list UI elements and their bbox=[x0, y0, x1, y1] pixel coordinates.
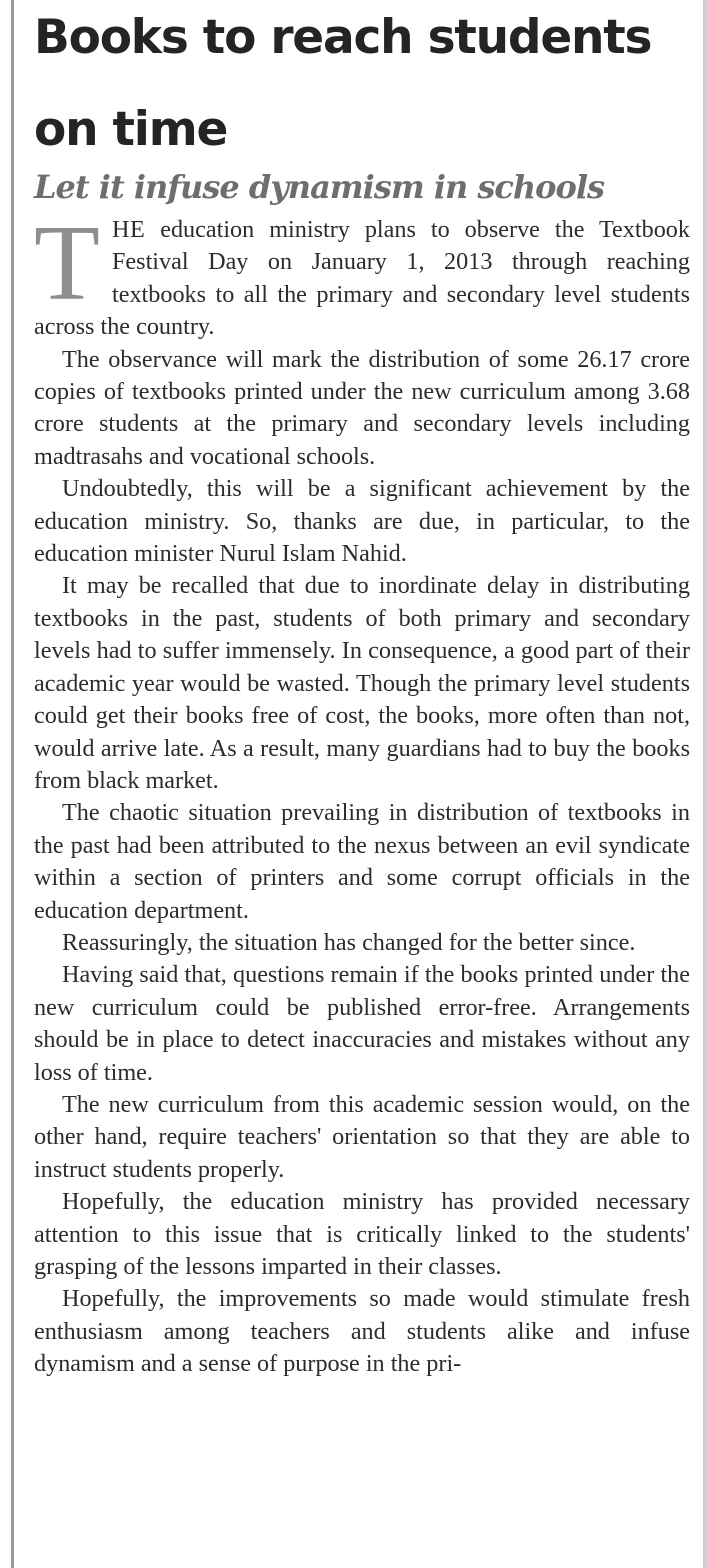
paragraph-5: The chaotic situation prevailing in distribution of textbooks in the past had been attributed to the nexus between an evil syndicate within a section of printers and some corrupt officials in the education department. bbox=[34, 799, 690, 924]
right-page-edge bbox=[703, 0, 707, 1568]
article-body bbox=[34, 204, 690, 1381]
paragraph-4: It may be recalled that due to inordinate delay in distributing textbooks in the past, students of both primary and secondary levels had to suffer immensely. In consequence, a good part of their academic year would be wasted. Though the primary level students could get their books free of cost, the books, more often than not, would arrive late. As a result, many guardians had to buy the books from black market. bbox=[34, 572, 690, 794]
paragraph-1-text: education ministry plans to observe the Textbook Festival Day on January 1, 2013 through reaching textbooks to all the primary and secondary level students across the country. bbox=[34, 216, 690, 341]
article bbox=[34, 0, 690, 1381]
paragraph-10: Hopefully, the improvements so made would stimulate fresh enthusiasm among teachers and students alike and infuse dynamism and a sense of purpose in the pri- bbox=[34, 1285, 690, 1378]
headline: Books to reach students on time bbox=[34, 10, 652, 157]
drop-cap: T bbox=[34, 204, 100, 323]
paragraph-1 bbox=[34, 204, 690, 344]
paragraph-6: Reassuringly, the situation has changed for the better since. bbox=[62, 928, 636, 956]
left-column-rule bbox=[11, 0, 14, 1568]
paragraph-2: The observance will mark the distribution of some 26.17 crore copies of textbooks printed under the new curriculum among 3.68 crore students at the primary and secondary levels including madtrasahs and vocational schools. bbox=[34, 345, 690, 470]
paragraph-9: Hopefully, the education ministry has provided necessary attention to this issue that is critically linked to the students' grasping of the lessons imparted in their classes. bbox=[34, 1188, 690, 1280]
paragraph-3: Undoubtedly, this will be a significant achievement by the education ministry. So, thanks are due, in particular, to the education minister Nurul Islam Nahid. bbox=[34, 475, 690, 568]
subheadline: Let it infuse dynamism in schools bbox=[34, 168, 605, 206]
lead-in: HE bbox=[111, 216, 146, 243]
paragraph-7: Having said that, questions remain if the books printed under the new curriculum could be published error-free. Arrangements should be in place to detect inaccuracies and mistakes without any loss of time. bbox=[34, 961, 690, 1086]
paragraph-8: The new curriculum from this academic session would, on the other hand, require teachers' orientation so that they are able to instruct students properly. bbox=[34, 1090, 690, 1183]
